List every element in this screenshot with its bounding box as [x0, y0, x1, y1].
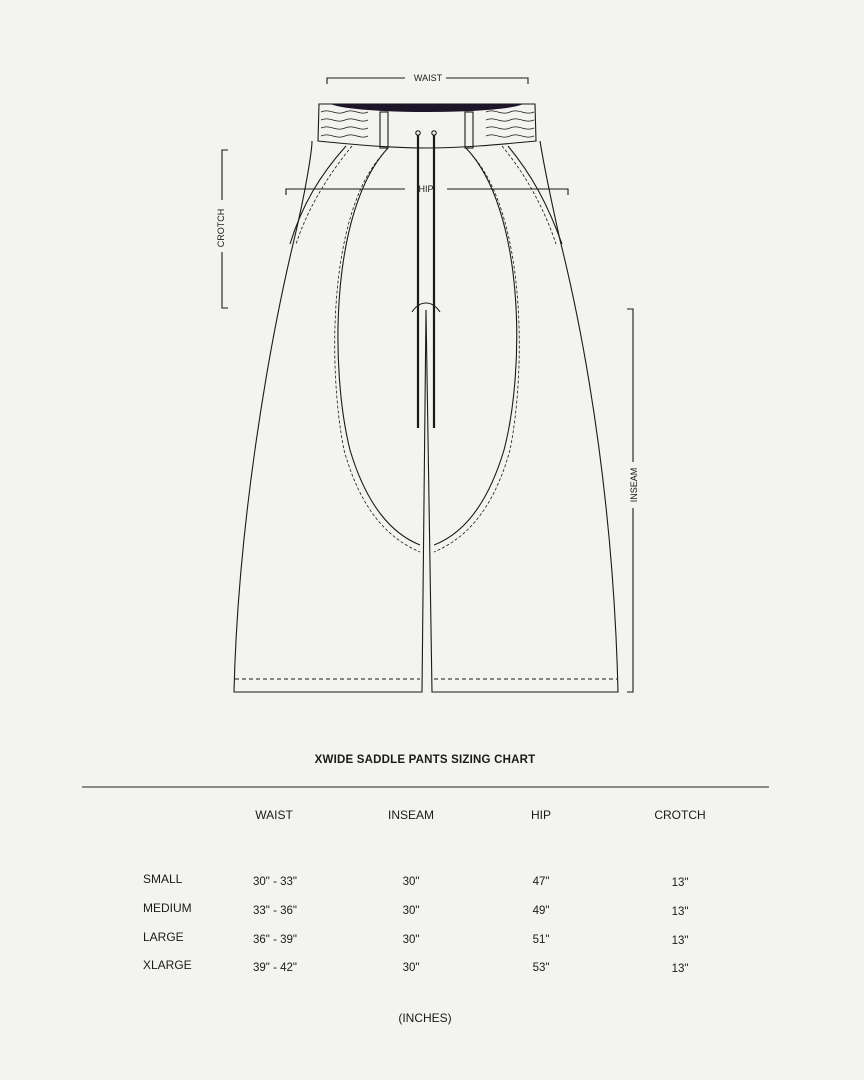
cell-large-inseam: 30": [402, 934, 420, 946]
cell-xlarge-waist: 39" - 42": [253, 962, 297, 974]
hip-label: HIP: [418, 184, 434, 194]
cell-medium-crotch: 13": [671, 906, 689, 918]
cell-xlarge-hip: 53": [532, 962, 550, 974]
column-header-inseam: INSEAM: [387, 808, 435, 822]
column-header-hip: HIP: [530, 808, 552, 822]
cell-medium-waist: 33" - 36": [253, 905, 297, 917]
column-header-crotch: CROTCH: [654, 808, 706, 822]
row-label-medium: MEDIUM: [143, 901, 192, 915]
column-header-waist: WAIST: [255, 808, 293, 822]
units-note: (INCHES): [398, 1011, 452, 1025]
cell-small-crotch: 13": [671, 877, 689, 889]
chart-title: XWIDE SADDLE PANTS SIZING CHART: [314, 754, 536, 766]
row-label-large: LARGE: [143, 930, 184, 944]
crotch-label: CROTCH: [216, 208, 226, 248]
cell-small-waist: 30" - 33": [253, 876, 297, 888]
cell-xlarge-crotch: 13": [671, 963, 689, 975]
cell-large-crotch: 13": [671, 935, 689, 947]
cell-xlarge-inseam: 30": [402, 962, 420, 974]
inseam-label: INSEAM: [629, 467, 639, 503]
cell-large-waist: 36" - 39": [253, 934, 297, 946]
waist-label: WAIST: [413, 73, 443, 83]
cell-medium-hip: 49": [532, 905, 550, 917]
cell-small-inseam: 30": [402, 876, 420, 888]
divider: [82, 786, 769, 788]
row-label-small: SMALL: [143, 872, 183, 886]
row-label-xlarge: XLARGE: [143, 958, 192, 972]
cell-small-hip: 47": [532, 876, 550, 888]
cell-large-hip: 51": [532, 934, 550, 946]
cell-medium-inseam: 30": [402, 905, 420, 917]
